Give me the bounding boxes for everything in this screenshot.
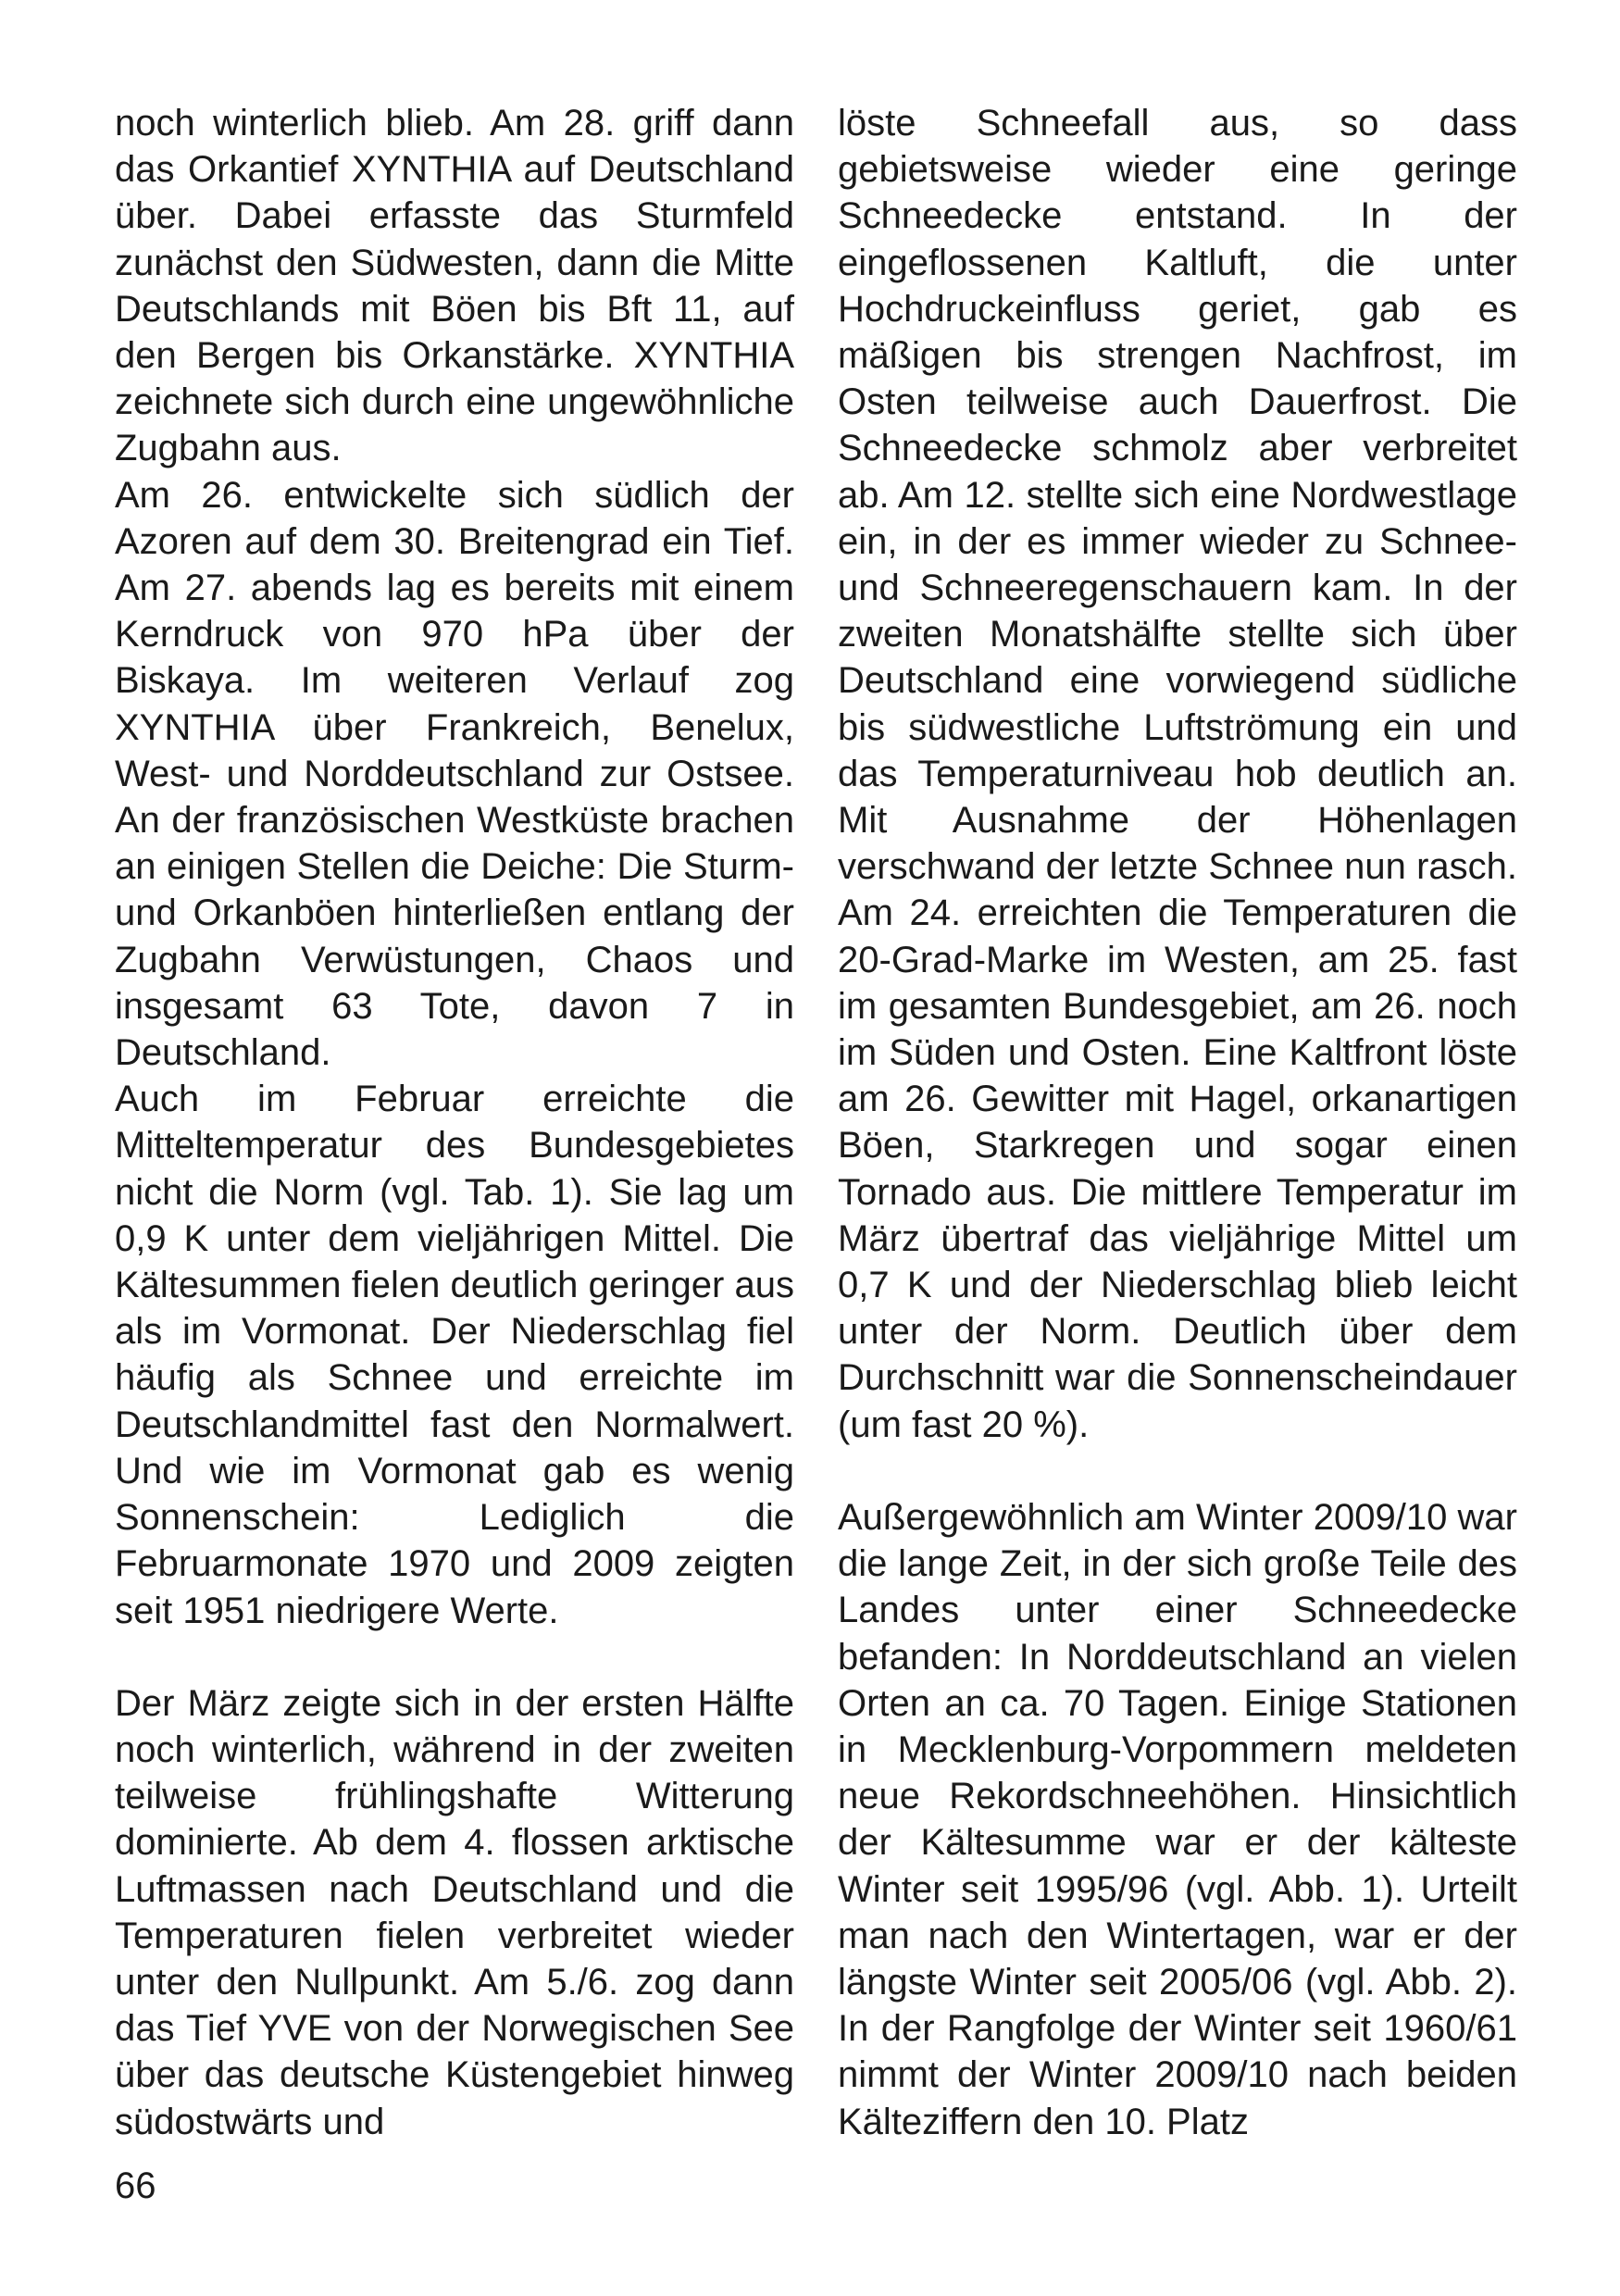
- paragraph: noch winterlich blieb. Am 28. griff dann das Orkantief XYNTHIA auf Deutschland über. Dabei erfasste das Sturmfeld zunächst den Südwesten, dann die Mitte Deutschlands mit Böen bis Bft 11, auf den Bergen bis Orkanstärke. XYNTHIA zeichnete sich durch eine ungewöhnliche Zugbahn aus.: [115, 103, 794, 469]
- left-column: [115, 100, 794, 2145]
- right-column: [838, 100, 1517, 2145]
- paragraph: Außergewöhnlich am Winter 2009/10 war die lange Zeit, in der sich große Teile des Landes unter einer Schneedecke befanden: In Norddeutschland an vielen Orten an ca. 70 Tagen. Einige Stationen in Mecklenburg-Vorpommern meldeten neue Rekordschneehöhen. Hinsichtlich der Kältesumme war er der kälteste Winter seit 1995/96 (vgl. Abb. 1). Urteilt man nach den Wintertagen, war er der längste Winter seit 2005/06 (vgl. Abb. 2). In der Rangfolge der Winter seit 1960/61 nimmt der Winter 2009/10 nach beiden Kälteziffern den 10. Platz: [838, 1496, 1517, 2142]
- paragraph: Auch im Februar erreichte die Mitteltemperatur des Bundesgebietes nicht die Norm (vgl. Tab. 1). Sie lag um 0,9 K unter dem vieljährigen Mittel. Die Kältesummen fielen deutlich geringer aus als im Vormonat. Der Niederschlag fiel häufig als Schnee und erreichte im Deutschlandmittel fast den Normalwert. Und wie im Vormonat gab es wenig Sonnenschein: Lediglich die Februarmonate 1970 und 2009 zeigten seit 1951 niedrigere Werte.: [115, 1079, 794, 1631]
- paragraph: löste Schneefall aus, so dass gebietsweise wieder eine geringe Schneedecke entstand. In der eingeflossenen Kaltluft, die unter Hochdruckeinfluss geriet, gab es mäßigen bis strengen Nachfrost, im Osten teilweise auch Dauerfrost. Die Schneedecke schmolz aber verbreitet ab. Am 12. stellte sich eine Nordwestlage ein, in der es immer wieder zu Schnee- und Schneeregenschauern kam. In der zweiten Monatshälfte stellte sich über Deutschland eine vorwiegend südliche bis südwestliche Luftströmung ein und das Temperaturniveau hob deutlich an. Mit Ausnahme der Höhenlagen verschwand der letzte Schnee nun rasch. Am 24. erreichten die Temperaturen die 20-Grad-Marke im Westen, am 25. fast im gesamten Bundesgebiet, am 26. noch im Süden und Osten. Eine Kaltfront löste am 26. Gewitter mit Hagel, orkanartigen Böen, Starkregen und sogar einen Tornado aus. Die mittlere Temperatur im März übertraf das vieljährige Mittel um 0,7 K und der Niederschlag blieb leicht unter der Norm. Deutlich über dem Durchschnitt war die Sonnenscheindauer (um fast 20 %).: [838, 103, 1517, 1445]
- paragraph: Der März zeigte sich in der ersten Hälfte noch winterlich, während in der zweiten teilweise frühlingshafte Witterung dominierte. Ab dem 4. flossen arktische Luftmassen nach Deutschland und die Temperaturen fielen verbreitet wieder unter den Nullpunkt. Am 5./6. zog dann das Tief YVE von der Norwegischen See über das deutsche Küstengebiet hinweg südostwärts und: [115, 1682, 794, 2142]
- page-number: 66: [115, 2165, 156, 2206]
- paragraph: Am 26. entwickelte sich südlich der Azoren auf dem 30. Breitengrad ein Tief. Am 27. abends lag es bereits mit einem Kerndruck von 970 hPa über der Biskaya. Im weiteren Verlauf zog XYNTHIA über Frankreich, Benelux, West- und Norddeutschland zur Ostsee. An der französischen Westküste brachen an einigen Stellen die Deiche: Die Sturm- und Orkanböen hinterließen entlang der Zugbahn Verwüstungen, Chaos und insgesamt 63 Tote, davon 7 in Deutschland.: [115, 474, 794, 1074]
